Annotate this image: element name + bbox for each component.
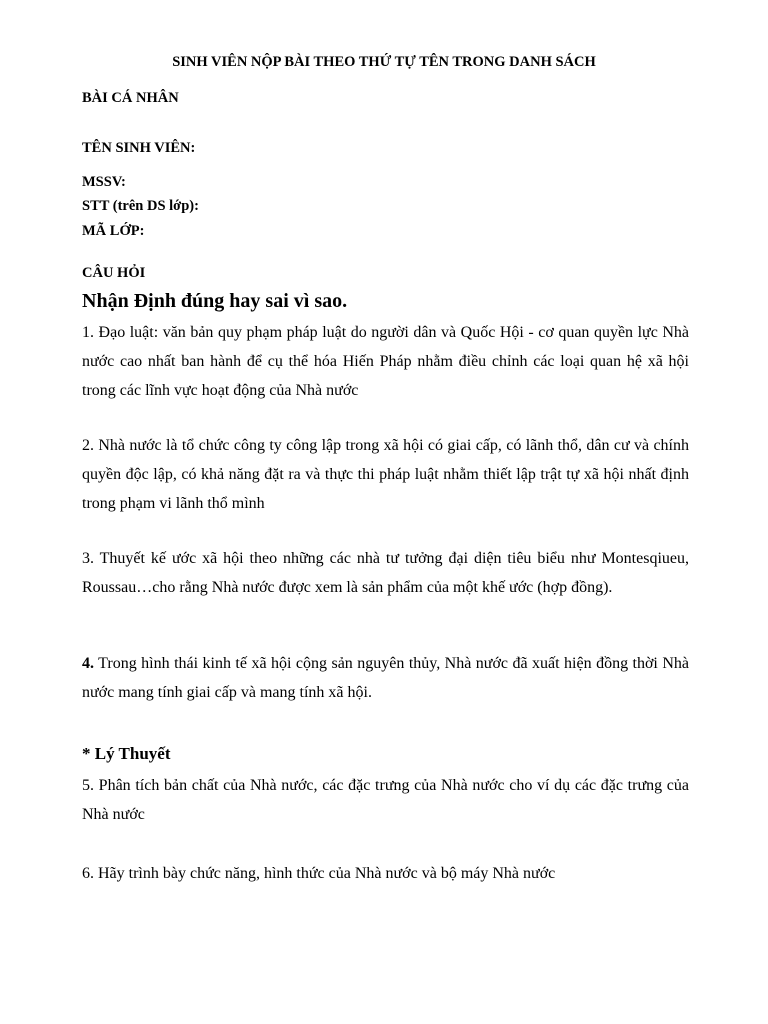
question-item <box>82 649 689 707</box>
questions-label: CÂU HỎI <box>82 265 146 281</box>
question-number: 5. <box>82 777 94 794</box>
page-title: SINH VIÊN NỘP BÀI THEO THỨ TỰ TÊN TRONG DANH SÁCH <box>172 54 596 70</box>
question-text: Thuyết kế ước xã hội theo những các nhà tư tưởng đại diện tiêu biểu như Montesqiueu, Roussau…cho rằng Nhà nước được xem là sản phẩm của một khế ước (hợp đồng). <box>82 550 689 596</box>
question-text: Phân tích bản chất của Nhà nước, các đặc trưng của Nhà nước cho ví dụ các đặc trưng của Nhà nước <box>82 777 689 823</box>
class-code-label: MÃ LỚP: <box>82 223 145 239</box>
question-text: Đạo luật: văn bản quy phạm pháp luật do người dân và Quốc Hội - cơ quan quyền lực Nhà nước cao nhất ban hành để cụ thể hóa Hiến Pháp nhằm điều chỉnh các loại quan hệ xã hội trong các lĩnh vực hoạt động của Nhà nước <box>82 324 689 399</box>
student-name-label: TÊN SINH VIÊN: <box>82 140 196 156</box>
question-number: 6. <box>82 865 94 882</box>
question-item <box>82 431 689 518</box>
question-item <box>82 544 689 602</box>
question-text: Hãy trình bày chức năng, hình thức của Nhà nước và bộ máy Nhà nước <box>94 865 556 882</box>
section-heading-theory: * Lý Thuyết <box>82 744 171 763</box>
question-item <box>82 771 689 829</box>
question-item <box>82 318 689 405</box>
question-text: Trong hình thái kinh tế xã hội cộng sản nguyên thủy, Nhà nước đã xuất hiện đồng thời Nhà nước mang tính giai cấp và mang tính xã hội. <box>82 655 689 701</box>
question-number: 2. <box>82 437 94 454</box>
question-number: 4. <box>82 655 94 672</box>
question-text: Nhà nước là tổ chức công ty công lập trong xã hội có giai cấp, có lãnh thổ, dân cư và chính quyền độc lập, có khả năng đặt ra và thực thi pháp luật nhằm thiết lập trật tự xã hội nhất định trong phạm vi lãnh thổ mình <box>82 437 689 512</box>
personal-assignment-label: BÀI CÁ NHÂN <box>82 90 179 106</box>
student-id-label: MSSV: <box>82 174 126 190</box>
section-heading-true-false: Nhận Định đúng hay sai vì sao. <box>82 290 348 312</box>
question-number: 3. <box>82 550 94 567</box>
question-item <box>82 859 689 888</box>
class-order-label: STT (trên DS lớp): <box>82 198 199 214</box>
question-number: 1. <box>82 324 94 341</box>
